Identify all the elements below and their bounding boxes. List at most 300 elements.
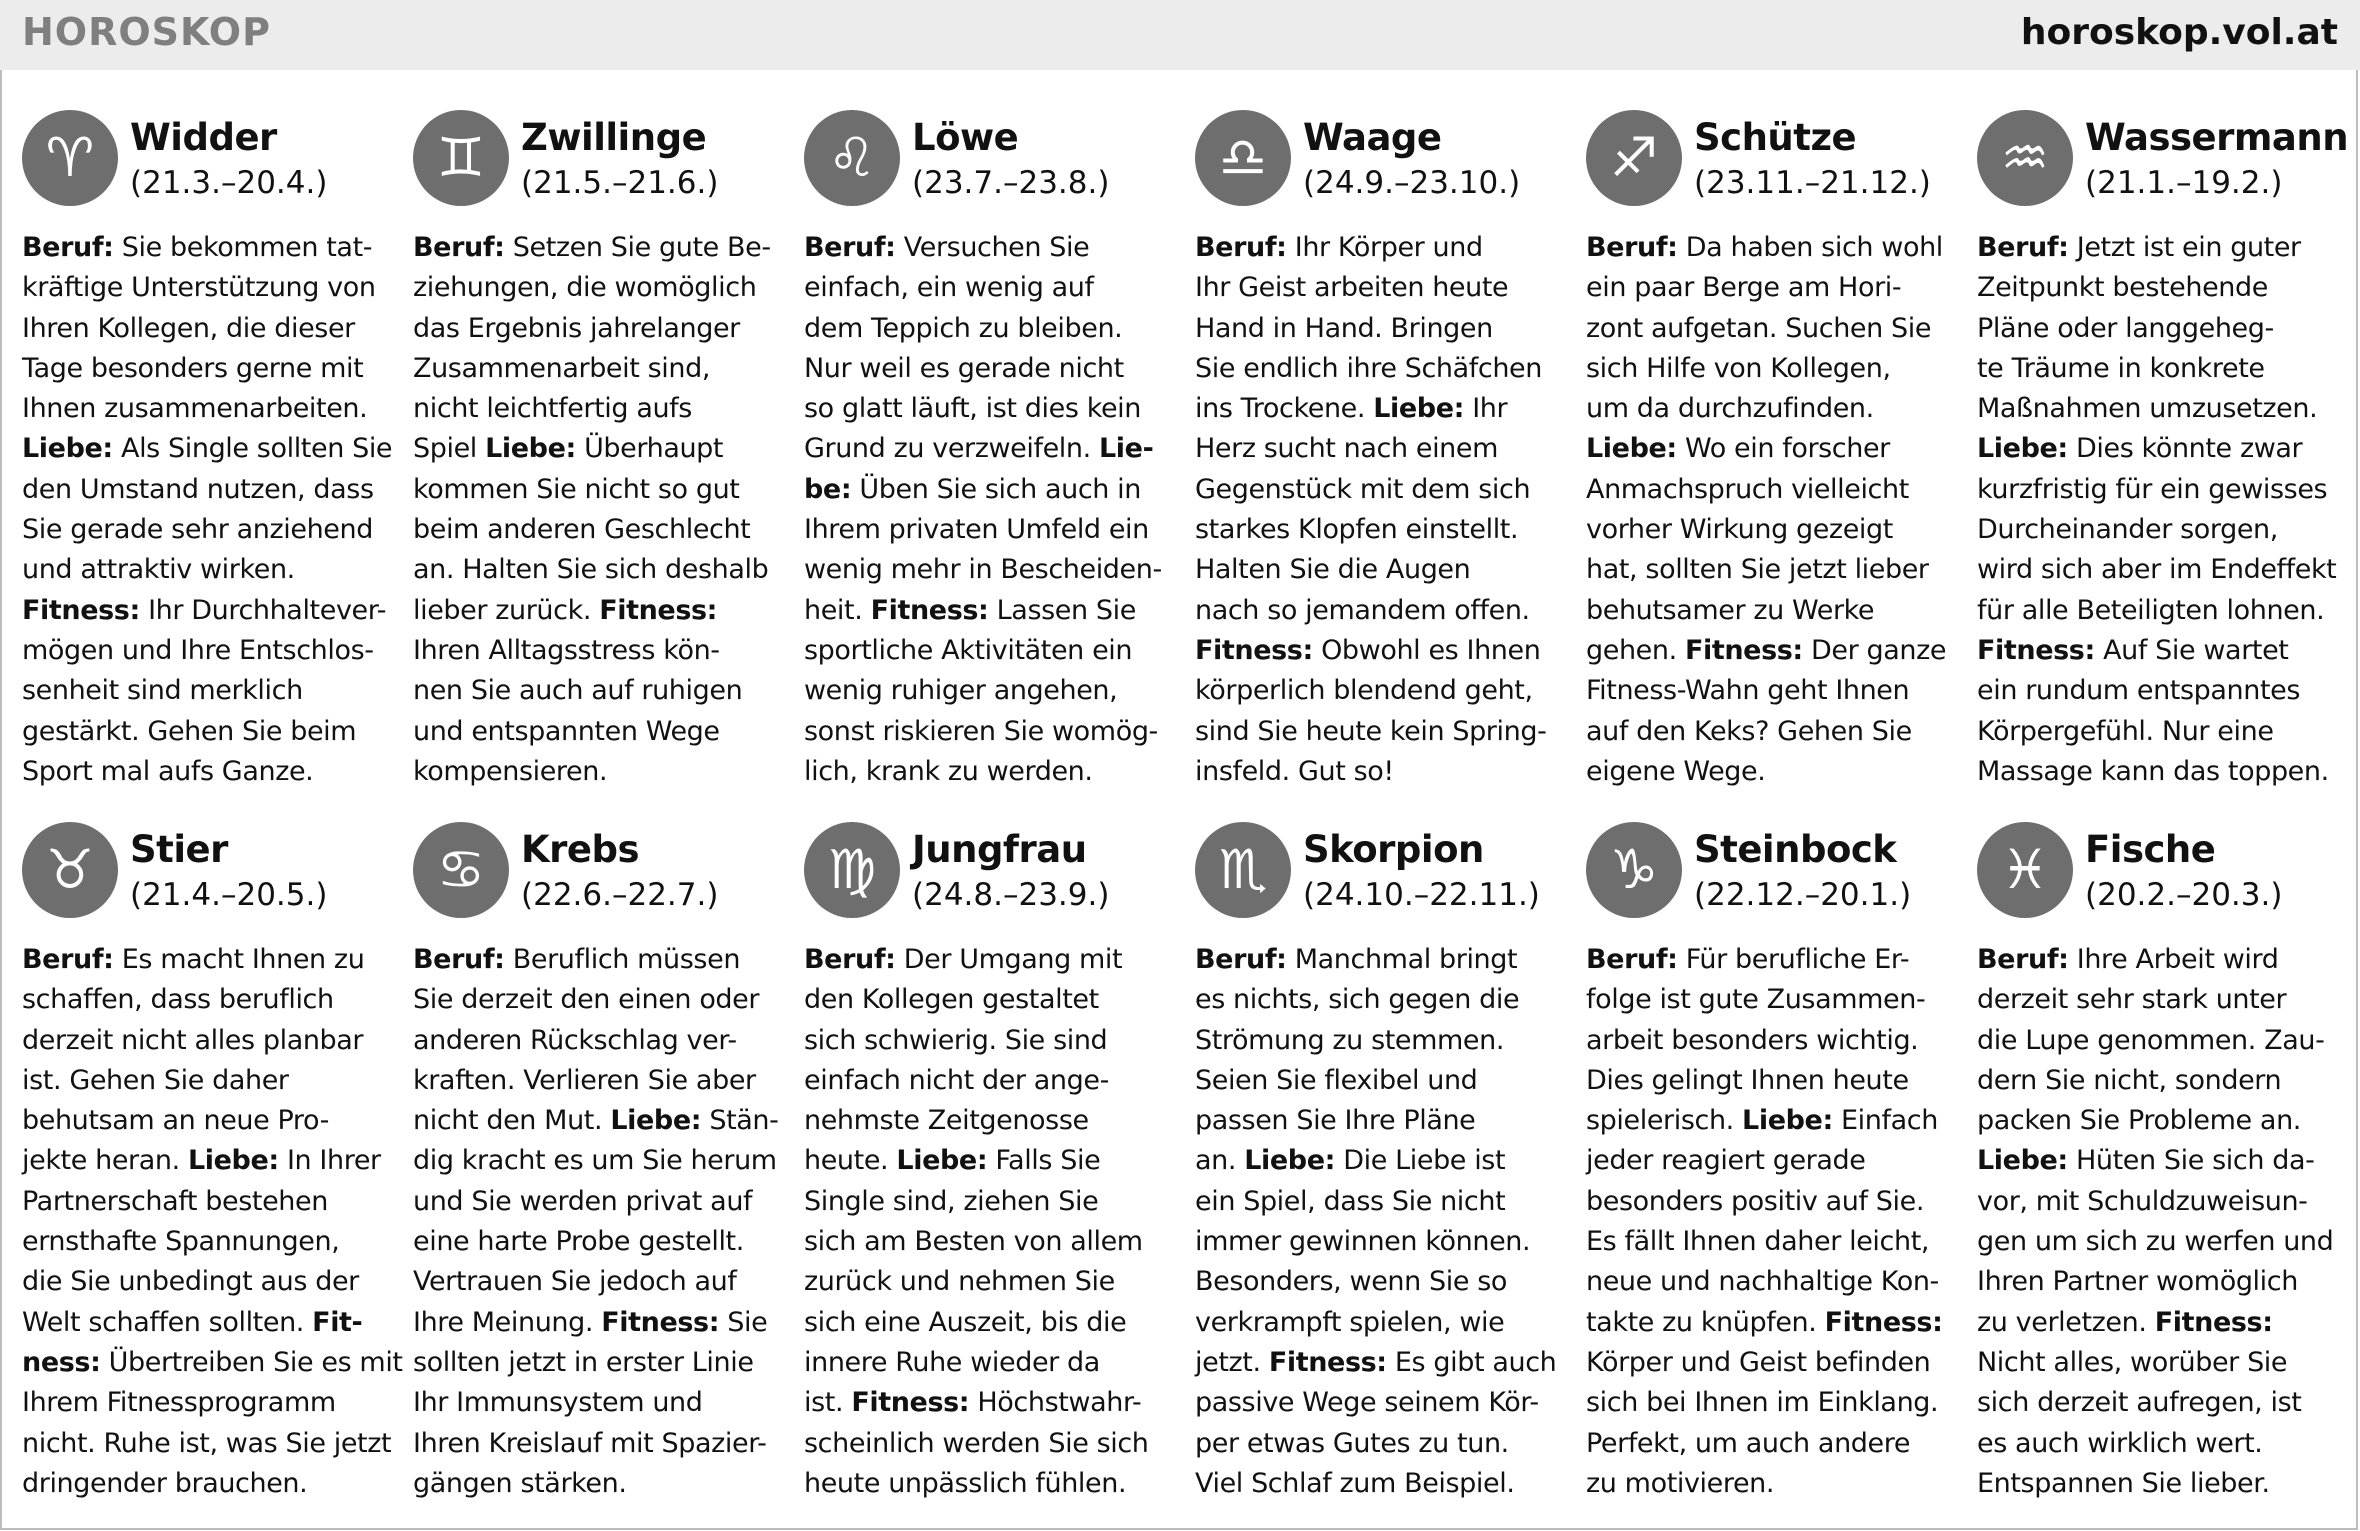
text-segment: Partnerschaft bestehen <box>22 1185 328 1217</box>
category-label: Fitness: <box>851 1387 970 1419</box>
sign-dates: (22.12.–20.1.) <box>1694 877 1912 913</box>
sign-skorpion <box>1195 820 1563 1520</box>
text-segment: Ihr Körper und <box>1286 232 1483 263</box>
text-segment: es nichts, sich gegen die <box>1195 984 1520 1016</box>
text-segment: einfach nicht der ange- <box>804 1064 1109 1096</box>
ibex-icon: ♑ <box>1586 822 1682 918</box>
text-line <box>22 268 390 308</box>
sign-dates: (21.3.–20.4.) <box>130 165 328 201</box>
text-line <box>413 309 781 349</box>
sign-dates: (20.2.–20.3.) <box>2085 877 2283 913</box>
sign-name: Zwillinge <box>521 116 707 159</box>
text-line <box>1977 349 2345 389</box>
sign-text <box>22 940 403 1504</box>
text-segment: mögen und Ihre Entschlos- <box>22 634 374 666</box>
text-line <box>413 591 781 631</box>
text-line <box>1195 429 1563 469</box>
text-segment: Stän- <box>701 1105 779 1137</box>
text-segment: hat, sollten Sie jetzt lieber <box>1586 554 1929 586</box>
sign-wassermann <box>1977 108 2349 808</box>
text-segment: ins Trockene. <box>1195 393 1374 425</box>
text-line <box>1586 389 1954 429</box>
text-line <box>1977 752 2345 792</box>
text-line <box>1195 1061 1563 1101</box>
text-segment: jetzt. <box>1195 1346 1269 1378</box>
text-line <box>1195 940 1563 980</box>
text-segment: nicht leichtfertig aufs <box>413 393 692 425</box>
text-line <box>1195 1303 1563 1343</box>
text-line <box>804 1061 1172 1101</box>
sign-header <box>1195 820 1563 930</box>
text-segment: spielerisch. <box>1586 1105 1743 1137</box>
text-line <box>1977 631 2345 671</box>
sign-header <box>22 108 390 218</box>
text-segment: Jetzt ist ein guter <box>2068 232 2301 263</box>
text-segment: behutsamer zu Werke <box>1586 594 1875 626</box>
text-line <box>413 712 781 752</box>
sign-stier <box>22 820 403 1520</box>
ram-icon: ♈ <box>22 110 118 206</box>
sign-text <box>804 228 1172 792</box>
text-segment: Besonders, wenn Sie so <box>1195 1266 1508 1298</box>
text-line <box>804 671 1172 711</box>
sign-header <box>1977 108 2349 218</box>
sign-text <box>804 940 1172 1504</box>
text-line <box>22 550 390 590</box>
text-segment: Durcheinander sorgen, <box>1977 514 2278 546</box>
text-line <box>1586 268 1954 308</box>
category-label: Fitness: <box>1195 634 1313 666</box>
text-segment: derzeit sehr stark unter <box>1977 984 2287 1016</box>
text-segment: Auf Sie wartet <box>2094 634 2289 666</box>
water-bearer-icon: ♒ <box>1977 110 2073 206</box>
text-segment: wenig ruhiger angehen, <box>804 675 1118 707</box>
text-line <box>1977 510 2345 550</box>
text-segment: an. <box>1195 1145 1245 1177</box>
text-line <box>1977 1464 2345 1504</box>
text-line <box>22 1222 390 1262</box>
sign-name: Steinbock <box>1694 828 1897 871</box>
sign-dates: (23.7.–23.8.) <box>912 165 1110 201</box>
fish-icon: ♓ <box>1977 822 2073 918</box>
sign-name: Jungfrau <box>912 828 1087 871</box>
page-header <box>0 0 2360 70</box>
text-line <box>1195 1262 1563 1302</box>
text-segment: ziehungen, die womöglich <box>413 272 757 304</box>
text-segment: die Lupe genommen. Zau- <box>1977 1024 2325 1056</box>
text-line <box>1586 591 1954 631</box>
text-line <box>1977 309 2345 349</box>
text-segment: packen Sie Probleme an. <box>1977 1105 2301 1137</box>
text-line <box>1977 712 2345 752</box>
text-segment: kommen Sie nicht so gut <box>413 473 740 505</box>
sign-dates: (22.6.–22.7.) <box>521 877 719 913</box>
text-segment: Ihr Durchhaltever- <box>139 594 387 626</box>
text-segment: neue und nachhaltige Kon- <box>1586 1266 1939 1298</box>
text-segment: und entspannten Wege <box>413 715 720 747</box>
text-segment: für alle Beteiligten lohnen. <box>1977 594 2325 626</box>
text-line <box>1195 1021 1563 1061</box>
text-segment: Ihre Arbeit wird <box>2068 944 2279 975</box>
text-segment: ein paar Berge am Hori- <box>1586 272 1902 304</box>
text-segment: Herz sucht nach einem <box>1195 433 1499 465</box>
text-line <box>1586 631 1954 671</box>
text-line <box>22 1182 390 1222</box>
text-line <box>22 940 390 980</box>
text-line <box>413 1424 781 1464</box>
text-line <box>804 1101 1172 1141</box>
category-label: Beruf: <box>1977 232 2069 263</box>
text-line <box>1195 591 1563 631</box>
text-segment: Sie bekommen tat- <box>113 232 373 263</box>
sign-name: Stier <box>130 828 228 871</box>
sign-dates: (24.10.–22.11.) <box>1303 877 1540 913</box>
text-segment: kurzfristig für ein gewisses <box>1977 473 2328 505</box>
twins-icon: ♊ <box>413 110 509 206</box>
sign-text <box>1586 940 1954 1504</box>
sign-widder <box>22 108 393 808</box>
text-line <box>1977 429 2345 469</box>
text-segment: Dies gelingt Ihnen heute <box>1586 1064 1909 1096</box>
text-segment: Überhaupt <box>575 433 724 465</box>
text-line <box>804 228 1172 268</box>
category-label: Beruf: <box>1195 232 1287 263</box>
category-label: Beruf: <box>1586 232 1678 263</box>
text-line <box>804 591 1172 631</box>
text-segment: sich eine Auszeit, bis die <box>804 1306 1127 1338</box>
text-line <box>1977 228 2345 268</box>
text-line <box>22 631 390 671</box>
text-line <box>1586 1303 1954 1343</box>
text-segment: Ihren Kollegen, die dieser <box>22 312 355 344</box>
text-segment: heute unpässlich fühlen. <box>804 1467 1127 1499</box>
text-segment: sich am Besten von allem <box>804 1226 1143 1258</box>
text-line <box>1977 940 2345 980</box>
text-segment: sich Hilfe von Kollegen, <box>1586 352 1891 384</box>
text-line <box>1586 1262 1954 1302</box>
text-segment: es auch wirklich wert. <box>1977 1427 2263 1459</box>
text-line <box>1195 510 1563 550</box>
text-segment: ein Spiel, dass Sie nicht <box>1195 1185 1506 1217</box>
text-segment: vorher Wirkung gezeigt <box>1586 514 1893 546</box>
sign-header <box>22 820 390 930</box>
text-line <box>804 1464 1172 1504</box>
text-segment: Körpergefühl. Nur eine <box>1977 715 2274 747</box>
text-segment: takte zu knüpfen. <box>1586 1306 1825 1338</box>
sign-text <box>1195 940 1563 1504</box>
text-segment: jekte heran. <box>22 1145 188 1177</box>
text-line <box>1195 1424 1563 1464</box>
text-segment: dem Teppich zu bleiben. <box>804 312 1123 344</box>
sign-header <box>804 108 1172 218</box>
category-label: Liebe: <box>485 433 576 465</box>
text-line <box>1977 1383 2345 1423</box>
text-segment: Ihre Meinung. <box>413 1306 602 1338</box>
text-line <box>1195 1464 1563 1504</box>
sign-name: Krebs <box>521 828 640 871</box>
sign-text <box>1195 228 1563 792</box>
site-url[interactable]: horoskop.vol.at <box>2020 12 2338 53</box>
text-segment: jeder reagiert gerade <box>1586 1145 1866 1177</box>
text-line <box>413 550 781 590</box>
text-line <box>413 429 781 469</box>
text-segment: Höchstwahr- <box>969 1387 1142 1419</box>
text-segment: zont aufgetan. Suchen Sie <box>1586 312 1932 344</box>
text-line <box>804 712 1172 752</box>
text-line <box>804 1182 1172 1222</box>
text-line <box>804 980 1172 1020</box>
text-segment: an. Halten Sie sich deshalb <box>413 554 769 586</box>
text-segment: Übertreiben Sie es mit <box>100 1346 403 1378</box>
text-segment: passive Wege seinem Kör- <box>1195 1387 1539 1419</box>
text-line <box>1977 268 2345 308</box>
text-segment: den Umstand nutzen, dass <box>22 473 374 505</box>
text-segment: gängen stärken. <box>413 1467 627 1499</box>
text-line <box>22 1383 390 1423</box>
category-label: Fitness: <box>1268 1346 1387 1378</box>
text-segment: Ihren Alltagsstress kön- <box>413 634 720 666</box>
text-segment: Massage kann das toppen. <box>1977 755 2329 787</box>
text-line <box>1586 550 1954 590</box>
text-line <box>1195 550 1563 590</box>
text-segment: Vertrauen Sie jedoch auf <box>413 1266 737 1298</box>
category-label: Fitness: <box>1824 1306 1943 1338</box>
text-segment: Üben Sie sich auch in <box>851 473 1141 505</box>
sign-name: Widder <box>130 116 277 159</box>
text-line <box>1195 1141 1563 1181</box>
category-label: Liebe: <box>1244 1145 1336 1177</box>
category-label: Liebe: <box>896 1145 988 1177</box>
sign-name: Fische <box>2085 828 2216 871</box>
text-segment: arbeit besonders wichtig. <box>1586 1024 1919 1056</box>
text-line <box>804 1222 1172 1262</box>
text-line <box>1195 228 1563 268</box>
text-segment: Dies könnte zwar <box>2067 433 2303 465</box>
text-line <box>413 470 781 510</box>
sign-schuetze <box>1586 108 1954 808</box>
text-segment: kompensieren. <box>413 755 608 787</box>
text-segment: Der Umgang mit <box>895 944 1123 975</box>
bull-icon: ♉ <box>22 822 118 918</box>
category-label: Fitness: <box>2154 1306 2273 1338</box>
text-line <box>1586 1222 1954 1262</box>
text-line <box>1195 1222 1563 1262</box>
text-segment: Sie derzeit den einen oder <box>413 984 760 1016</box>
text-segment: Zusammenarbeit sind, <box>413 352 711 384</box>
text-line <box>413 228 781 268</box>
text-line <box>804 940 1172 980</box>
text-segment: Die Liebe ist <box>1335 1145 1506 1177</box>
text-segment: Gegenstück mit dem sich <box>1195 473 1531 505</box>
text-line <box>22 671 390 711</box>
text-line <box>1586 1464 1954 1504</box>
text-segment: Tage besonders gerne mit <box>22 352 364 384</box>
text-line <box>804 268 1172 308</box>
category-label: Liebe: <box>1977 433 2068 465</box>
text-segment: sportliche Aktivitäten ein <box>804 634 1133 666</box>
sign-text <box>1586 228 1954 792</box>
category-label: ness: <box>22 1346 101 1378</box>
text-segment: Viel Schlaf zum Beispiel. <box>1195 1467 1515 1499</box>
text-segment: Wo ein forscher <box>1676 433 1890 465</box>
text-segment: auf den Keks? Gehen Sie <box>1586 715 1912 747</box>
text-segment: Setzen Sie gute Be- <box>504 232 771 263</box>
text-line <box>1586 228 1954 268</box>
text-line <box>1586 470 1954 510</box>
sign-name: Wassermann <box>2085 116 2349 159</box>
text-segment: zu motivieren. <box>1586 1467 1775 1499</box>
text-segment: lich, krank zu werden. <box>804 755 1093 787</box>
text-line <box>1977 1262 2345 1302</box>
archer-icon: ♐ <box>1586 110 1682 206</box>
sign-dates: (21.5.–21.6.) <box>521 165 719 201</box>
text-line <box>413 389 781 429</box>
text-line <box>413 671 781 711</box>
text-line <box>413 940 781 980</box>
text-line <box>804 1141 1172 1181</box>
text-segment: insfeld. Gut so! <box>1195 755 1394 787</box>
text-segment: besonders positiv auf Sie. <box>1586 1185 1925 1217</box>
text-line <box>413 752 781 792</box>
text-line <box>1977 1424 2345 1464</box>
text-segment: gestärkt. Gehen Sie beim <box>22 715 357 747</box>
text-line <box>1586 1424 1954 1464</box>
category-label: be: <box>804 473 852 505</box>
text-line <box>22 712 390 752</box>
text-segment: sich schwierig. Sie sind <box>804 1024 1108 1056</box>
text-line <box>22 510 390 550</box>
text-segment: ist. <box>804 1387 852 1419</box>
sign-name: Skorpion <box>1303 828 1484 871</box>
text-line <box>804 1262 1172 1302</box>
text-segment: derzeit nicht alles planbar <box>22 1024 364 1056</box>
text-segment: Für berufliche Er- <box>1677 944 1910 975</box>
crab-icon: ♋ <box>413 822 509 918</box>
text-segment: Da haben sich wohl <box>1677 232 1943 263</box>
text-segment: verkrampft spielen, wie <box>1195 1306 1505 1338</box>
category-label: Fitness: <box>22 594 140 626</box>
text-line <box>22 1262 390 1302</box>
text-line <box>413 1464 781 1504</box>
text-segment: Hand in Hand. Bringen <box>1195 312 1493 344</box>
text-line <box>804 429 1172 469</box>
sign-zwillinge <box>413 108 781 808</box>
text-line <box>804 1303 1172 1343</box>
text-segment: per etwas Gutes zu tun. <box>1195 1427 1509 1459</box>
text-line <box>22 1343 403 1383</box>
text-line <box>1977 389 2345 429</box>
sign-text <box>413 228 781 792</box>
text-line <box>22 752 390 792</box>
text-line <box>1586 1383 1954 1423</box>
text-segment: um da durchzufinden. <box>1586 393 1874 425</box>
text-segment: Seien Sie flexibel und <box>1195 1064 1478 1096</box>
category-label: Beruf: <box>804 944 896 975</box>
text-segment: Ihr Immunsystem und <box>413 1387 703 1419</box>
text-line <box>22 1303 390 1343</box>
text-segment: nicht. Ruhe ist, was Sie jetzt <box>22 1427 392 1459</box>
text-line <box>1195 671 1563 711</box>
text-segment: Es fällt Ihnen daher leicht, <box>1586 1226 1930 1258</box>
text-segment: wird sich aber im Endeffekt <box>1977 554 2337 586</box>
text-segment: und attraktiv wirken. <box>22 554 295 586</box>
text-line <box>1195 1101 1563 1141</box>
text-line <box>1977 1141 2345 1181</box>
sign-name: Löwe <box>912 116 1019 159</box>
horoscope-grid <box>22 108 2349 1520</box>
text-segment: anderen Rückschlag ver- <box>413 1024 737 1056</box>
category-label: Liebe: <box>1586 433 1677 465</box>
text-line <box>1977 470 2345 510</box>
category-label: Beruf: <box>804 232 896 263</box>
sign-dates: (23.11.–21.12.) <box>1694 165 1931 201</box>
text-segment: Lassen Sie <box>988 594 1136 626</box>
text-line <box>413 510 781 550</box>
category-label: Fitness: <box>1684 634 1803 666</box>
text-line <box>22 1141 390 1181</box>
sign-header <box>1977 820 2345 930</box>
category-label: Liebe: <box>1977 1145 2068 1177</box>
text-line <box>1195 752 1563 792</box>
text-segment: Ihren Kreislauf mit Spazier- <box>413 1427 767 1459</box>
text-segment: ist. Gehen Sie daher <box>22 1064 289 1096</box>
text-segment: Zeitpunkt bestehende <box>1977 272 2268 304</box>
text-segment: te Träume in konkrete <box>1977 352 2265 384</box>
text-segment: innere Ruhe wieder da <box>804 1346 1100 1378</box>
sign-steinbock <box>1586 820 1954 1520</box>
text-segment: immer gewinnen können. <box>1195 1226 1531 1258</box>
text-line <box>22 470 390 510</box>
sign-dates: (24.9.–23.10.) <box>1303 165 1521 201</box>
text-line <box>804 1343 1172 1383</box>
text-line <box>413 1383 781 1423</box>
text-segment: Ihrem privaten Umfeld ein <box>804 514 1149 546</box>
text-segment: Als Single sollten Sie <box>112 433 393 465</box>
text-line <box>22 429 393 469</box>
text-segment: Sie endlich ihre Schäfchen <box>1195 352 1542 384</box>
scorpion-icon: ♏ <box>1195 822 1291 918</box>
text-line <box>804 389 1172 429</box>
text-line <box>413 1343 781 1383</box>
category-label: Beruf: <box>22 944 114 975</box>
category-label: Beruf: <box>1977 944 2069 975</box>
text-segment: Obwohl es Ihnen <box>1312 634 1541 666</box>
text-segment: zurück und nehmen Sie <box>804 1266 1115 1298</box>
text-segment: sich bei Ihnen im Einklang. <box>1586 1387 1939 1419</box>
lion-icon: ♌ <box>804 110 900 206</box>
sign-header <box>1195 108 1563 218</box>
text-segment: Sport mal aufs Ganze. <box>22 755 314 787</box>
sign-jungfrau <box>804 820 1172 1520</box>
text-line <box>1586 940 1954 980</box>
text-line <box>1586 671 1954 711</box>
text-segment: Fitness-Wahn geht Ihnen <box>1586 675 1910 707</box>
text-segment: Entspannen Sie lieber. <box>1977 1467 2270 1499</box>
text-segment: Perfekt, um auch andere <box>1586 1427 1911 1459</box>
text-line <box>804 309 1172 349</box>
text-segment: dig kracht es um Sie herum <box>413 1145 777 1177</box>
text-line <box>1586 309 1954 349</box>
text-segment: kraften. Verlieren Sie aber <box>413 1064 756 1096</box>
sign-fische <box>1977 820 2345 1520</box>
sign-loewe <box>804 108 1172 808</box>
text-segment: wenig mehr in Bescheiden- <box>804 554 1162 586</box>
text-line <box>804 510 1172 550</box>
text-line <box>1586 429 1954 469</box>
text-segment: Halten Sie die Augen <box>1195 554 1471 586</box>
text-line <box>804 470 1172 510</box>
sign-text <box>1977 228 2345 792</box>
